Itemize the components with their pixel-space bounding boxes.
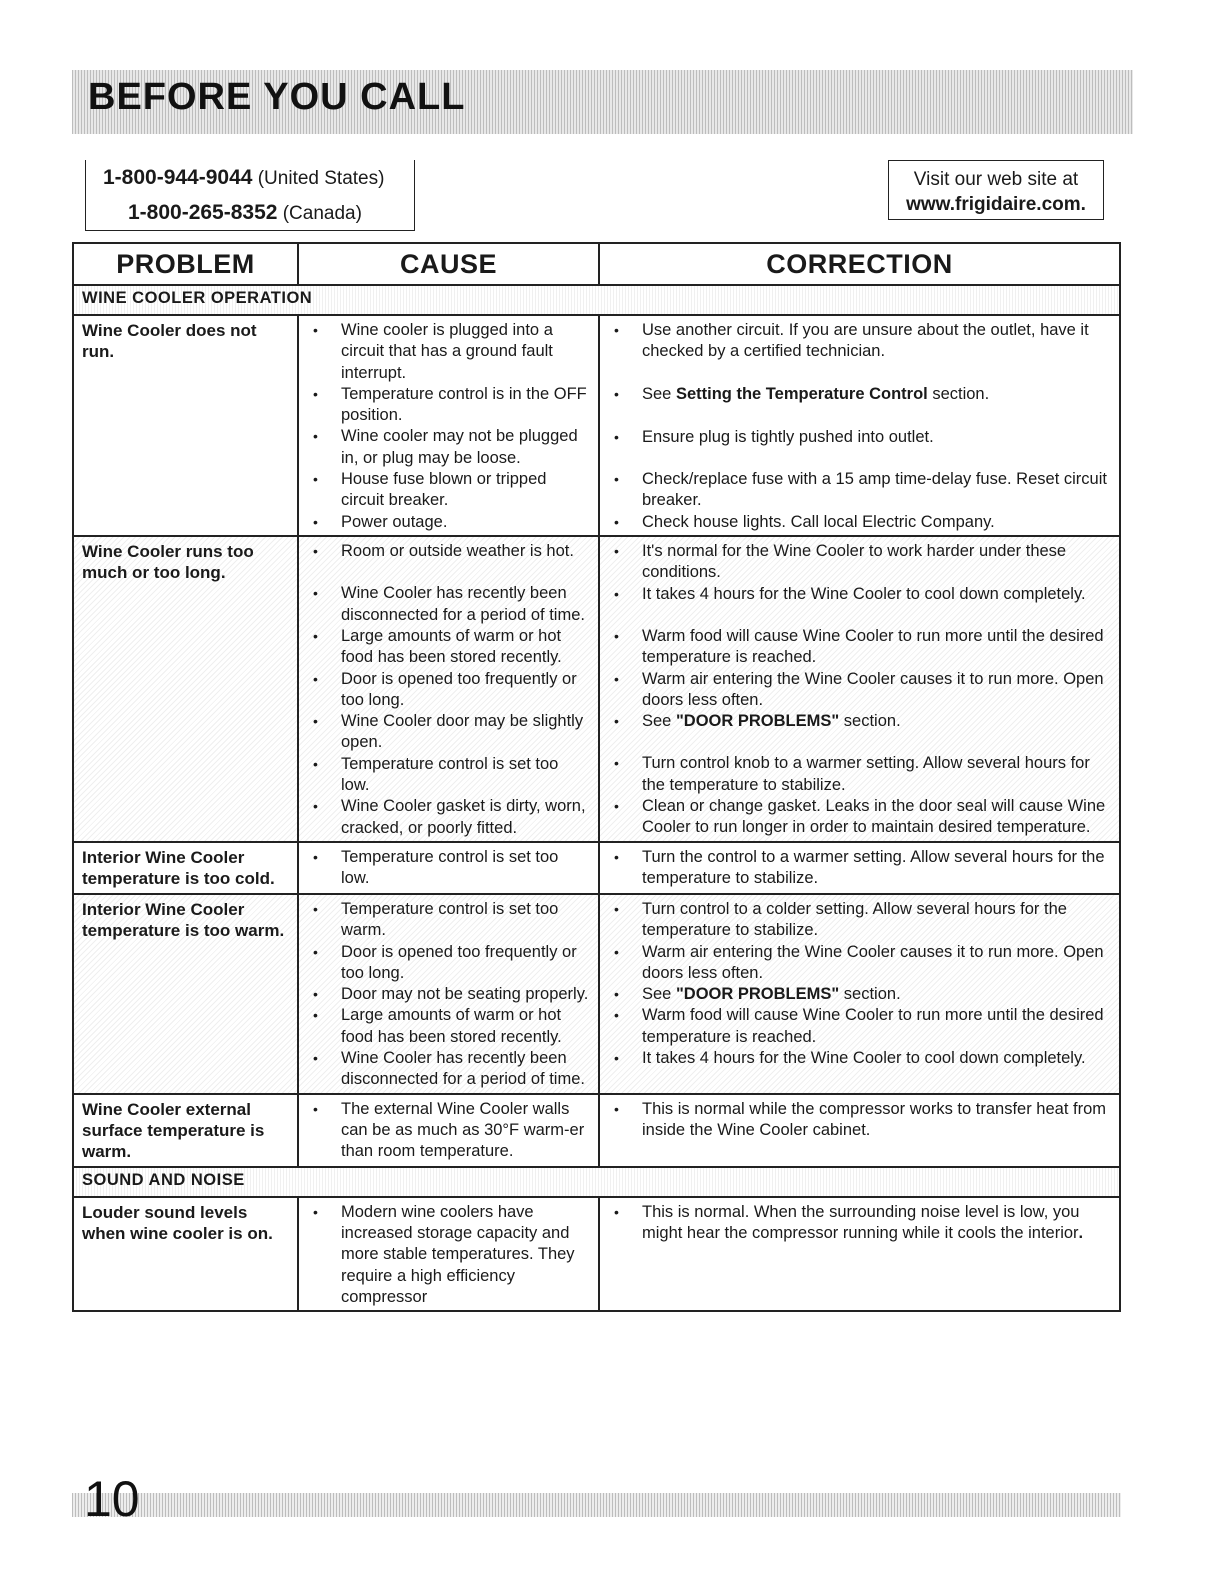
cause-item: • Wine cooler may not be plugged in, or plug may be loose. [307,426,590,469]
us-phone-line [103,166,384,190]
correction-text: This is normal while the compressor works to transfer heat from inside the Wine Cooler cabinet. [642,1099,1106,1139]
section-title: WINE COOLER OPERATION [73,285,1120,315]
correction-item [608,796,1111,839]
correction-cell [599,536,1120,842]
correction-column-header: CORRECTION [599,243,1120,285]
problem-column-header: PROBLEM [73,243,298,285]
problem-cell: Wine Cooler runs too much or too long. [73,536,298,842]
cause-item: • Wine cooler is plugged into a circuit that has a ground fault interrupt. [307,320,590,384]
correction-text: Turn control to a colder setting. Allow several hours for the temperature to stabilize. [642,899,1067,940]
correction-text: Ensure plug is tightly pushed into outlet. [642,427,934,446]
cause-cell [298,1094,599,1167]
correction-text-tail: section. [839,985,901,1004]
footer-bar [72,1493,1121,1517]
section-header-row [73,285,1120,315]
correction-item [608,1048,1111,1069]
correction-text: Clean or change gasket. Leaks in the door seal will cause Wine Cooler to run longer in order to maintain desired temperature. [642,797,1106,837]
cause-item: • Wine Cooler door may be slightly open. [307,711,590,754]
correction-item [608,1005,1111,1048]
cause-item: • Temperature control is set too low. [307,847,590,890]
cause-item: • Wine Cooler has recently been disconnected for a period of time. [307,583,590,626]
correction-item [608,320,1111,363]
correction-item [608,469,1111,512]
correction-item [608,669,1111,712]
cause-list [299,843,598,892]
cause-list [299,537,598,841]
correction-item [608,1099,1111,1142]
cause-item: • Wine Cooler has recently been disconnected for a period of time. [307,1048,590,1091]
cause-cell [298,894,599,1094]
ca-phone-label: (Canada) [282,203,362,224]
correction-emphasis: "DOOR PROBLEMS" [675,712,840,731]
correction-text: Turn the control to a warmer setting. Allow several hours for the temperature to stabilize. [642,847,1105,888]
correction-item [608,427,1111,448]
phone-contact-box [85,160,415,231]
correction-cell [599,894,1120,1094]
correction-list [600,895,1119,1071]
problem-cell: Wine Cooler external surface temperature is warm. [73,1094,298,1167]
ca-phone-number: 1-800-265-8352 [128,201,278,224]
us-phone-label: (United States) [257,168,385,189]
correction-text-tail: section. [927,384,990,403]
correction-emphasis: "DOOR PROBLEMS" [675,985,840,1004]
table-header-row [73,243,1120,285]
correction-item [608,1202,1111,1245]
cause-item: • Power outage. [307,512,590,533]
section-header-row [73,1167,1120,1197]
table-row [73,315,1120,536]
correction-text: Warm air entering the Wine Cooler causes it to run more. Open doors less often. [642,942,1104,982]
correction-text: See [642,712,676,731]
cause-item: • Temperature control is set too warm. [307,899,590,942]
correction-list [600,843,1119,892]
problem-cell: Wine Cooler does not run. [73,315,298,536]
us-phone-number: 1-800-944-9044 [103,166,253,189]
correction-item [608,626,1111,669]
table-row [73,536,1120,842]
table-body [73,285,1120,1311]
correction-cell [599,842,1120,894]
troubleshooting-table [72,242,1121,1312]
cause-list [299,1095,598,1165]
cause-item: • Temperature control is set too low. [307,754,590,797]
cause-column-header: CAUSE [298,243,599,285]
correction-cell [599,1197,1120,1311]
correction-list [600,1095,1119,1144]
correction-cell [599,1094,1120,1167]
page-title: BEFORE YOU CALL [88,76,466,118]
correction-text: Warm air entering the Wine Cooler causes it to run more. Open doors less often. [642,669,1104,709]
correction-text: It takes 4 hours for the Wine Cooler to cool down completely. [642,1049,1086,1068]
website-box [888,160,1104,220]
cause-list [299,895,598,1093]
section-title: SOUND AND NOISE [73,1167,1120,1197]
problem-cell: Interior Wine Cooler temperature is too cold. [73,842,298,894]
correction-list [600,316,1119,535]
correction-item [608,942,1111,985]
correction-item [608,541,1111,584]
correction-text: Check/replace fuse with a 15 amp time-delay fuse. Reset circuit breaker. [642,470,1107,510]
cause-item: • Modern wine coolers have increased storage capacity and more stable temperatures. They require a high efficiency compressor [307,1202,590,1308]
cause-item: • House fuse blown or tripped circuit breaker. [307,469,590,512]
correction-item [608,384,1111,405]
correction-list [600,1198,1119,1247]
cause-cell [298,842,599,894]
correction-text: It takes 4 hours for the Wine Cooler to cool down completely. [642,584,1086,603]
ca-phone-line [128,201,362,225]
correction-item [608,711,1111,732]
correction-item [608,753,1111,796]
cause-item: • Large amounts of warm or hot food has been stored recently. [307,626,590,669]
website-intro: Visit our web site at [913,169,1079,190]
website-link[interactable]: www.frigidaire.com. [906,194,1086,215]
cause-item: • Door is opened too frequently or too long. [307,942,590,985]
correction-text: Use another circuit. If you are unsure about the outlet, have it checked by a certified technician. [642,321,1089,361]
correction-item [608,584,1111,605]
correction-text-tail: section. [839,712,901,731]
correction-text: It's normal for the Wine Cooler to work harder under these conditions. [642,542,1067,582]
correction-text: Turn control knob to a warmer setting. Allow several hours for the temperature to stabilize. [642,754,1090,794]
correction-item [608,847,1111,890]
cause-item: • Large amounts of warm or hot food has been stored recently. [307,1005,590,1048]
table-row [73,1094,1120,1167]
correction-text: See [642,384,676,403]
correction-item [608,512,1111,533]
table-row [73,894,1120,1094]
cause-item: • The external Wine Cooler walls can be as much as 30°F warm-er than room temperature. [307,1099,590,1163]
cause-item: • Door is opened too frequently or too long. [307,669,590,712]
cause-item: • Door may not be seating properly. [307,984,590,1005]
cause-cell [298,1197,599,1311]
correction-cell [599,315,1120,536]
correction-list [600,537,1119,841]
table-row [73,842,1120,894]
table-row [73,1197,1120,1311]
correction-text: Warm food will cause Wine Cooler to run more until the desired temperature is reached. [642,1006,1104,1046]
correction-item [608,984,1111,1005]
correction-emphasis: Setting the Temperature Control [675,384,928,403]
problem-cell: Interior Wine Cooler temperature is too warm. [73,894,298,1094]
correction-text: This is normal. When the surrounding noise level is low, you might hear the compressor running while it cools the interior [642,1202,1080,1242]
cause-item: • Wine Cooler gasket is dirty, worn, cracked, or poorly fitted. [307,796,590,839]
correction-text: See [642,985,676,1004]
cause-item: • Temperature control is in the OFF position. [307,384,590,427]
cause-list [299,1198,598,1310]
page-number: 10 [84,1471,140,1527]
correction-text: Check house lights. Call local Electric Company. [642,512,995,531]
correction-emphasis: . [1078,1223,1084,1242]
cause-cell [298,315,599,536]
cause-cell [298,536,599,842]
correction-text: Warm food will cause Wine Cooler to run more until the desired temperature is reached. [642,626,1104,667]
correction-item [608,899,1111,942]
cause-list [299,316,598,535]
cause-item: • Room or outside weather is hot. [307,541,590,562]
problem-cell: Louder sound levels when wine cooler is on. [73,1197,298,1311]
header-banner [72,70,1133,134]
